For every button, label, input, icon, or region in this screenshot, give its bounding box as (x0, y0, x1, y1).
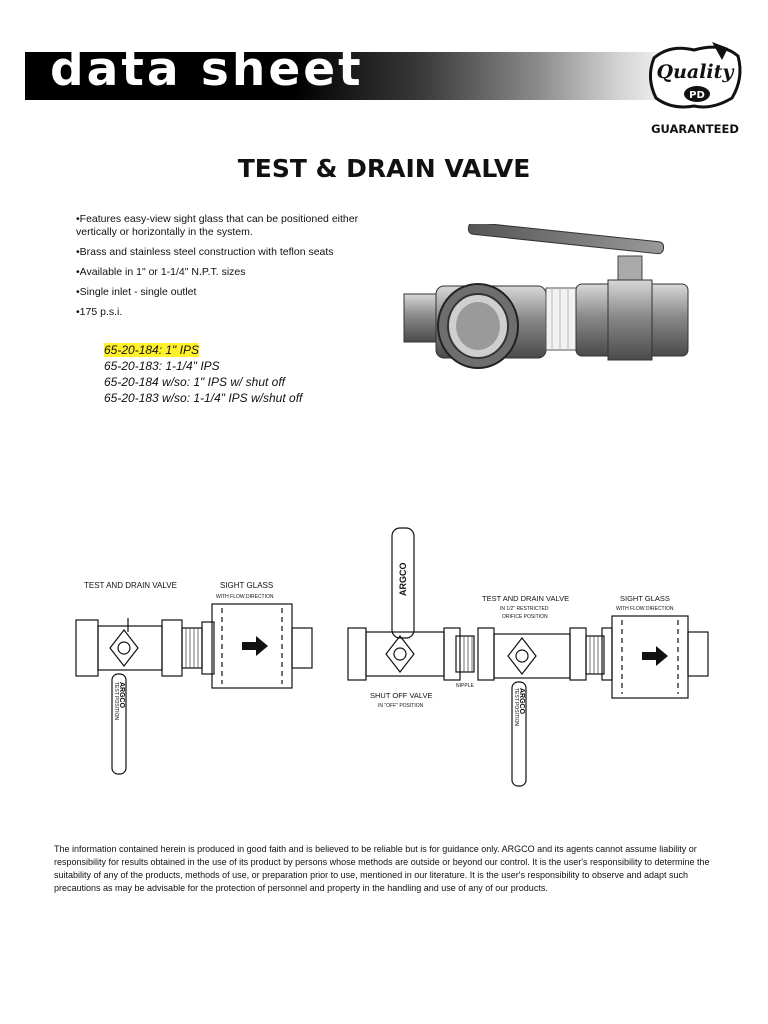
diagram-handle-text: ARGCO (118, 682, 125, 709)
diagram-shutoff-handle-text: ARGCO (398, 562, 408, 596)
diagram-label-glass: SIGHT GLASS (220, 581, 274, 590)
logo-script: Quality (656, 61, 734, 83)
feature-list (76, 213, 376, 326)
diagram-label-shutoff-sub: IN "OFF" POSITION (378, 703, 424, 709)
diagram-label-valve: TEST AND DRAIN VALVE (482, 594, 570, 603)
model-item: 65-20-183: 1-1/4" IPS (104, 359, 220, 373)
quality-guaranteed-logo (642, 38, 748, 136)
logo-monogram: PD (689, 90, 705, 101)
diagram-label-valve-sub: ORIFICE POSITION (502, 614, 548, 620)
feature-item: •Features easy-view sight glass that can be positioned either vertically or horizontally in the system. (76, 213, 359, 238)
model-list (104, 342, 302, 406)
model-item-highlighted: 65-20-184: 1" IPS (104, 343, 199, 357)
diagram-handle-sub: TEST POSITION (113, 682, 119, 720)
model-item: 65-20-184 w/so: 1" IPS w/ shut off (104, 375, 286, 389)
diagram-handle-sub: TEST POSITION (513, 688, 519, 726)
diagram-label-glass-sub: WITH FLOW DIRECTION (216, 594, 274, 600)
page-title: TEST & DRAIN VALVE (237, 154, 531, 183)
diagram-with-shut-off-valve (344, 524, 724, 790)
diagram-label-shutoff: SHUT OFF VALVE (370, 691, 433, 700)
valve-product-photo (396, 224, 696, 384)
diagram-handle-text: ARGCO (518, 688, 525, 715)
banner-title: data sheet (50, 42, 364, 97)
model-item: 65-20-183 w/so: 1-1/4" IPS w/shut off (104, 391, 303, 405)
flow-arrow-icon (242, 636, 268, 656)
model-item (104, 342, 302, 358)
feature-item: •Single inlet - single outlet (76, 286, 197, 298)
flow-arrow-icon (642, 646, 668, 666)
logo-tagline: GUARANTEED (651, 122, 739, 136)
diagram-test-drain-valve (70, 578, 334, 778)
feature-item: •Available in 1" or 1-1/4" N.P.T. sizes (76, 266, 246, 278)
diagram-label-glass: SIGHT GLASS (620, 594, 670, 603)
diagram-label-nipple: NIPPLE (456, 683, 474, 689)
diagram-label-glass-sub: WITH FLOW DIRECTION (616, 606, 674, 612)
diagram-label-valve-sub: IN 1/2" RESTRICTED (500, 606, 549, 612)
feature-item: •Brass and stainless steel construction with teflon seats (76, 246, 334, 258)
diagram-label-valve: TEST AND DRAIN VALVE (84, 581, 177, 590)
disclaimer-text: The information contained herein is produced in good faith and is believed to be reliable but is for guidance only. ARGCO and its agents cannot assume liability or responsibility for results obtained in the use of its product by persons whose methods are outside or beyond our control. It is the user's responsibility to determine the suitability of any of the products, methods of use, or preparation prior to use, mentioned in our literature. It is the user's responsibility to observe and adapt such precautions as may be advisable for the protection of personnel and property in the handling and use of any of our products. (54, 844, 710, 893)
feature-item: •175 p.s.i. (76, 306, 123, 318)
